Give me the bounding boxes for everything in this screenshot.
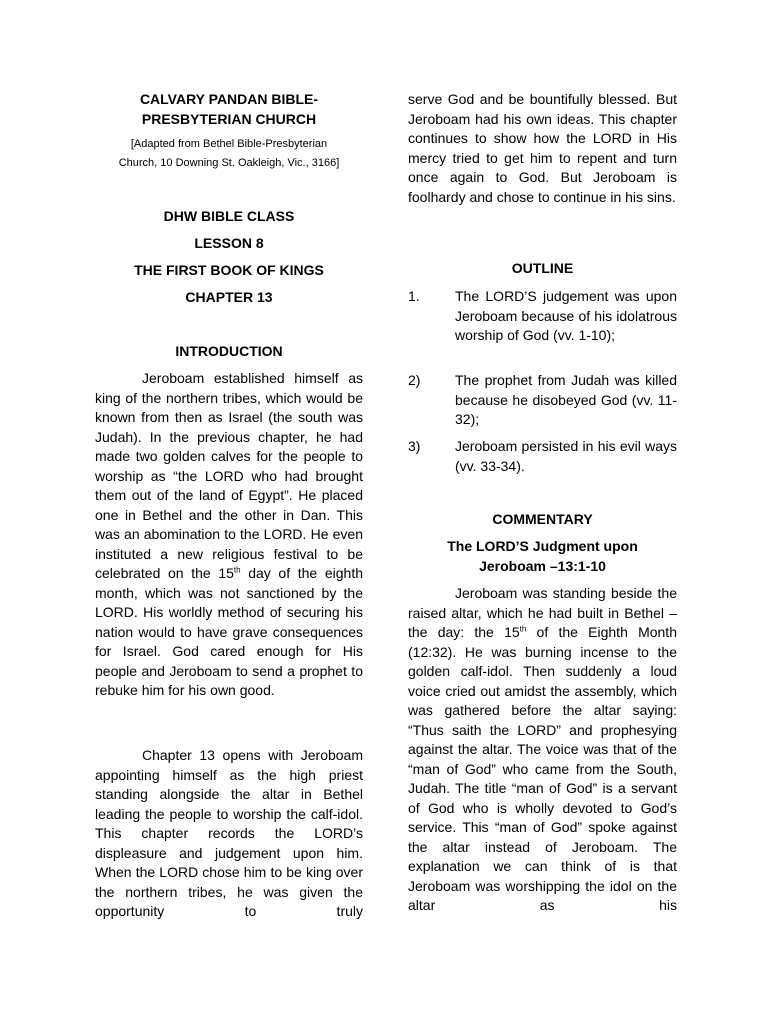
introduction-paragraph-1 [95, 369, 363, 701]
church-name-line1: CALVARY PANDAN BIBLE- [139, 91, 319, 107]
adapted-line2: Church, 10 Downing St. Oakleigh, Vic., 3166] [118, 157, 340, 169]
intro-p1-text-b: day of the eighth month, which was not sanctioned by the LORD. His worldly method of securing his nation would to have grave consequences for Israel. God cared enough for His people and Jeroboam to send a prophet to rebuke him for his own good. [95, 565, 363, 698]
introduction-heading: INTRODUCTION [175, 343, 283, 359]
church-name-line2: PRESBYTERIAN CHURCH [141, 110, 317, 127]
intro-p1-text-a: Jeroboam established himself as king of the northern tribes, which would be known from then as Israel (the south was Judah). In the previous chapter, he had made two golden calves for the people to worship as “the LORD who had brought them out of the land of Egypt”. He placed one in Bethel and the other in Dan. This was an abomination to the LORD. He even instituted a new religious festival to be celebrated on the 15 [95, 370, 363, 581]
chapter-title: CHAPTER 13 [185, 289, 273, 305]
commentary-p1-text-b: of the Eighth Month (12:32). He was burning incense to the golden calf-idol. Then suddenly a loud voice cried out amidst the assembly, which was gathered before the altar saying: “Thus saith the LORD” and prophesying against the altar. The voice was that of the “man of God” who came from the South, Judah. The title “man of God” is a servant of God who is wholly devoted to God’s service. This “man of God” spoke against the altar instead of Jeroboam. The explanation we can think of is that Jeroboam was worshipping the idol on the altar as his [408, 624, 677, 913]
outline-item-3-number: 3) [408, 438, 421, 454]
commentary-p1-text-a: Jeroboam was standing beside the raised altar, which he had built in Bethel – the day: the 15 [408, 585, 677, 640]
church-name [95, 90, 363, 129]
outline-item-2 [408, 371, 677, 430]
adapted-line1: [Adapted from Bethel Bible-Presbyterian [130, 138, 328, 150]
commentary-heading: COMMENTARY [492, 511, 593, 527]
outline-item-2-number: 2) [408, 372, 421, 388]
class-title: DHW BIBLE CLASS [163, 208, 295, 224]
outline-item-3-text: Jeroboam persisted in his evil ways (vv. 33-34). [455, 438, 677, 474]
commentary-subheading [408, 537, 677, 576]
introduction-paragraph-2-continued: serve God and be bountifully blessed. But Jeroboam had his own ideas. This chapter continues to show how the LORD in His mercy tried to get him to repent and turn once again to God. But Jeroboam is foolhardy and chose to continue in his sins. [408, 91, 677, 205]
outline-item-2-text: The prophet from Judah was killed because he disobeyed God (vv. 11- 32); [455, 372, 677, 427]
outline-item-1-text: The LORD’S judgement was upon Jeroboam because of his idolatrous worship of God (vv. 1-10); [455, 288, 677, 343]
outline-item-3 [408, 437, 677, 476]
commentary-subheading-line2: Jeroboam –13:1-10 [479, 557, 606, 574]
intro-p1-superscript: th [233, 565, 241, 575]
commentary-p1-superscript: th [519, 624, 527, 634]
outline-item-1-number: 1. [408, 288, 420, 304]
commentary-paragraph-1 [408, 584, 677, 916]
outline-item-1 [408, 287, 677, 346]
commentary-subheading-line1: The LORD’S Judgment upon [447, 538, 638, 554]
outline-heading: OUTLINE [511, 260, 574, 276]
book-title: THE FIRST BOOK OF KINGS [134, 262, 324, 278]
lesson-title: LESSON 8 [194, 235, 264, 251]
adapted-note [95, 135, 363, 173]
introduction-paragraph-2: Chapter 13 opens with Jeroboam appointing himself as the high priest standing alongside the altar in Bethel leading the people to worship the calf-idol. This chapter records the LORD’s displeasure and judgement upon him. When the LORD chose him to be king over the northern tribes, he was given the opportunity to truly [95, 747, 363, 919]
